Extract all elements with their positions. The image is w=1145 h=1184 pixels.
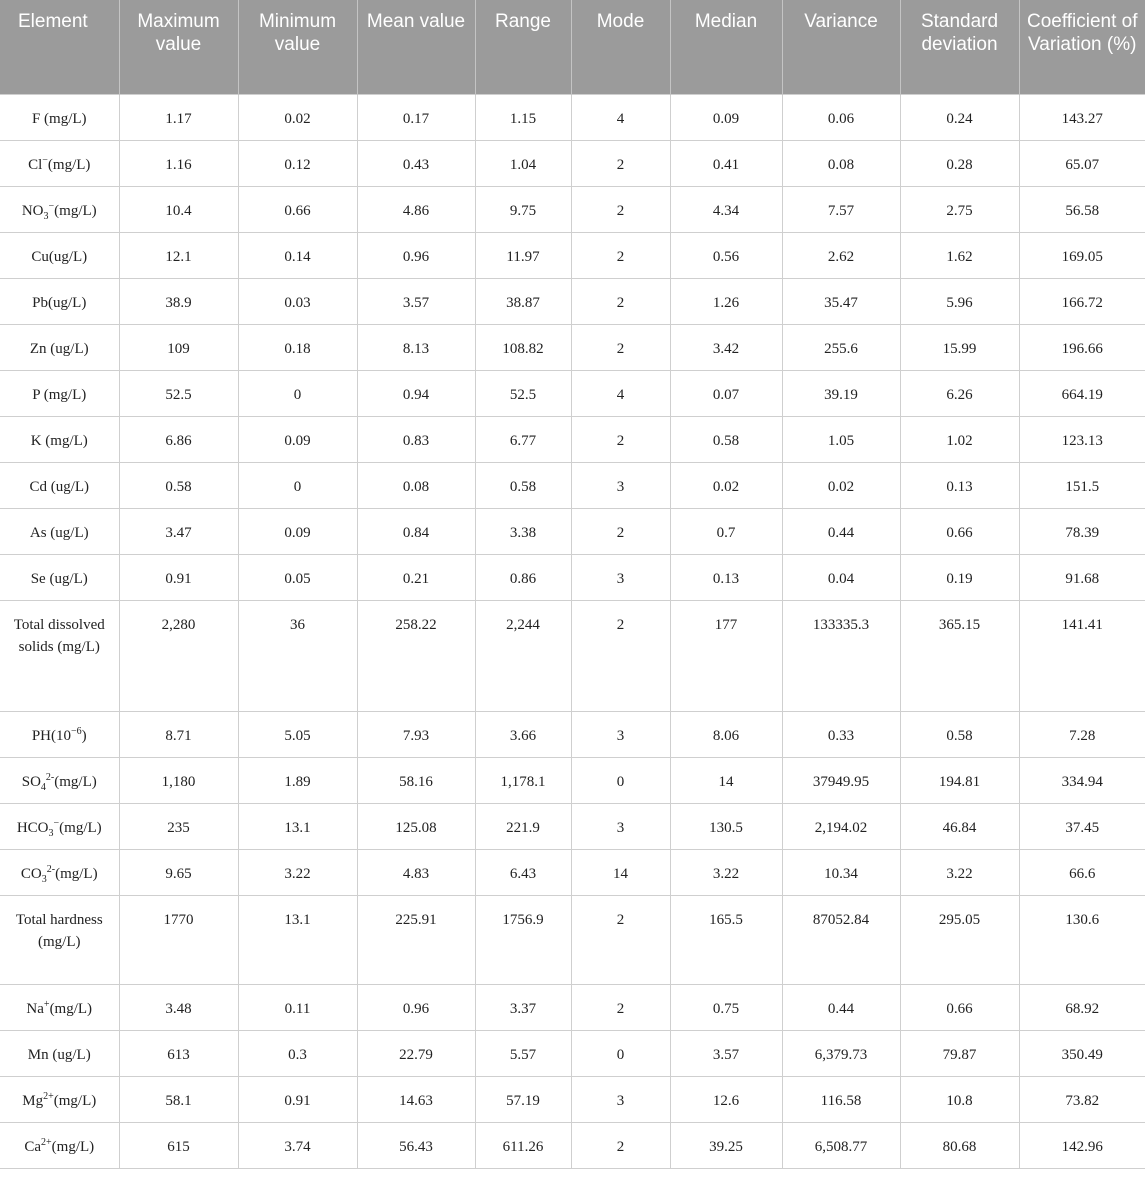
table-row [0, 186, 1145, 232]
median-cell: 130.5 [670, 803, 782, 849]
table-row [0, 1030, 1145, 1076]
mean-cell: 8.13 [357, 324, 475, 370]
median-cell: 3.57 [670, 1030, 782, 1076]
sd-cell: 0.66 [900, 508, 1019, 554]
mode-cell: 0 [571, 757, 670, 803]
min-cell: 0.03 [238, 278, 357, 324]
sd-cell: 80.68 [900, 1122, 1019, 1168]
range-cell: 57.19 [475, 1076, 571, 1122]
max-cell: 1770 [119, 895, 238, 984]
element-cell [0, 186, 119, 232]
range-cell: 1.04 [475, 140, 571, 186]
cv-cell: 91.68 [1019, 554, 1145, 600]
column-header-3: Mean value [357, 0, 475, 94]
min-cell: 5.05 [238, 711, 357, 757]
sd-cell: 46.84 [900, 803, 1019, 849]
range-cell: 1.15 [475, 94, 571, 140]
mode-cell: 2 [571, 232, 670, 278]
range-cell: 0.58 [475, 462, 571, 508]
cv-cell: 166.72 [1019, 278, 1145, 324]
table-row [0, 140, 1145, 186]
mean-cell: 4.83 [357, 849, 475, 895]
header-row [0, 0, 1145, 94]
table-row [0, 554, 1145, 600]
cv-cell: 123.13 [1019, 416, 1145, 462]
mode-cell: 14 [571, 849, 670, 895]
max-cell: 1,180 [119, 757, 238, 803]
sd-cell: 2.75 [900, 186, 1019, 232]
element-superscript: 2+ [43, 1090, 54, 1102]
range-cell: 6.43 [475, 849, 571, 895]
mode-cell: 3 [571, 803, 670, 849]
table-row [0, 711, 1145, 757]
min-cell: 0 [238, 462, 357, 508]
cv-cell: 334.94 [1019, 757, 1145, 803]
max-cell: 3.48 [119, 984, 238, 1030]
variance-cell: 6,379.73 [782, 1030, 900, 1076]
max-cell: 0.58 [119, 462, 238, 508]
mean-cell: 125.08 [357, 803, 475, 849]
max-cell: 235 [119, 803, 238, 849]
mean-cell: 0.96 [357, 984, 475, 1030]
cv-cell: 196.66 [1019, 324, 1145, 370]
median-cell: 0.09 [670, 94, 782, 140]
variance-cell: 7.57 [782, 186, 900, 232]
variance-cell: 87052.84 [782, 895, 900, 984]
median-cell: 39.25 [670, 1122, 782, 1168]
element-cell: K (mg/L) [0, 416, 119, 462]
column-header-0: Element [0, 0, 119, 94]
min-cell: 0.11 [238, 984, 357, 1030]
sd-cell: 0.13 [900, 462, 1019, 508]
range-cell: 5.57 [475, 1030, 571, 1076]
min-cell: 3.22 [238, 849, 357, 895]
element-unit: (mg/L) [54, 773, 97, 790]
element-superscript: − [42, 154, 48, 166]
range-cell: 1756.9 [475, 895, 571, 984]
variance-cell: 0.08 [782, 140, 900, 186]
median-cell: 0.7 [670, 508, 782, 554]
variance-cell: 255.6 [782, 324, 900, 370]
variance-cell: 6,508.77 [782, 1122, 900, 1168]
table-row [0, 462, 1145, 508]
mean-cell: 0.84 [357, 508, 475, 554]
element-superscript: 2- [46, 863, 56, 875]
mode-cell: 3 [571, 711, 670, 757]
range-cell: 11.97 [475, 232, 571, 278]
mean-cell: 0.94 [357, 370, 475, 416]
element-unit: (mg/L) [59, 819, 102, 836]
min-cell: 1.89 [238, 757, 357, 803]
max-cell: 6.86 [119, 416, 238, 462]
range-cell: 1,178.1 [475, 757, 571, 803]
sd-cell: 1.02 [900, 416, 1019, 462]
sd-cell: 0.28 [900, 140, 1019, 186]
variance-cell: 37949.95 [782, 757, 900, 803]
median-cell: 0.75 [670, 984, 782, 1030]
mode-cell: 2 [571, 1122, 670, 1168]
element-base: HCO [16, 819, 49, 836]
max-cell: 615 [119, 1122, 238, 1168]
mode-cell: 2 [571, 416, 670, 462]
max-cell: 3.47 [119, 508, 238, 554]
cv-cell: 151.5 [1019, 462, 1145, 508]
mean-cell: 0.83 [357, 416, 475, 462]
sd-cell: 5.96 [900, 278, 1019, 324]
element-cell [0, 849, 119, 895]
mean-cell: 0.08 [357, 462, 475, 508]
element-subscript: 3 [41, 873, 47, 885]
element-cell: Cu(ug/L) [0, 232, 119, 278]
element-unit: ) [81, 727, 87, 744]
table-row [0, 278, 1145, 324]
mode-cell: 4 [571, 94, 670, 140]
max-cell: 2,280 [119, 600, 238, 711]
cv-cell: 169.05 [1019, 232, 1145, 278]
element-unit: (mg/L) [54, 202, 97, 219]
min-cell: 0.66 [238, 186, 357, 232]
range-cell: 0.86 [475, 554, 571, 600]
cv-cell: 65.07 [1019, 140, 1145, 186]
column-header-9: Coefficient of Variation (%) [1019, 0, 1145, 94]
cv-cell: 141.41 [1019, 600, 1145, 711]
median-cell: 3.22 [670, 849, 782, 895]
min-cell: 0.3 [238, 1030, 357, 1076]
element-subscript: 3 [48, 827, 54, 839]
variance-cell: 0.44 [782, 508, 900, 554]
sd-cell: 15.99 [900, 324, 1019, 370]
min-cell: 0.14 [238, 232, 357, 278]
sd-cell: 10.8 [900, 1076, 1019, 1122]
min-cell: 0.02 [238, 94, 357, 140]
min-cell: 0.91 [238, 1076, 357, 1122]
median-cell: 4.34 [670, 186, 782, 232]
range-cell: 3.38 [475, 508, 571, 554]
max-cell: 10.4 [119, 186, 238, 232]
element-base: CO [20, 865, 42, 882]
table-row [0, 324, 1145, 370]
table-row [0, 757, 1145, 803]
table-row [0, 984, 1145, 1030]
mode-cell: 2 [571, 278, 670, 324]
element-base: Cl [28, 156, 43, 173]
range-cell: 9.75 [475, 186, 571, 232]
cv-cell: 143.27 [1019, 94, 1145, 140]
variance-cell: 0.04 [782, 554, 900, 600]
max-cell: 58.1 [119, 1076, 238, 1122]
cv-cell: 73.82 [1019, 1076, 1145, 1122]
mean-cell: 4.86 [357, 186, 475, 232]
element-subscript: 4 [40, 781, 46, 793]
mean-cell: 258.22 [357, 600, 475, 711]
min-cell: 0.09 [238, 508, 357, 554]
cv-cell: 68.92 [1019, 984, 1145, 1030]
median-cell: 0.07 [670, 370, 782, 416]
mean-cell: 0.96 [357, 232, 475, 278]
sd-cell: 0.19 [900, 554, 1019, 600]
cv-cell: 37.45 [1019, 803, 1145, 849]
median-cell: 0.56 [670, 232, 782, 278]
table-row [0, 1122, 1145, 1168]
table-row [0, 895, 1145, 984]
variance-cell: 0.06 [782, 94, 900, 140]
mode-cell: 2 [571, 508, 670, 554]
element-cell: Se (ug/L) [0, 554, 119, 600]
element-cell: Zn (ug/L) [0, 324, 119, 370]
min-cell: 36 [238, 600, 357, 711]
mode-cell: 0 [571, 1030, 670, 1076]
min-cell: 13.1 [238, 803, 357, 849]
max-cell: 12.1 [119, 232, 238, 278]
column-header-8: Standard deviation [900, 0, 1019, 94]
element-cell: Total hardness (mg/L) [0, 895, 119, 984]
max-cell: 0.91 [119, 554, 238, 600]
median-cell: 0.13 [670, 554, 782, 600]
element-unit: (mg/L) [55, 865, 98, 882]
element-cell [0, 1076, 119, 1122]
median-cell: 8.06 [670, 711, 782, 757]
element-cell [0, 803, 119, 849]
element-unit: (mg/L) [47, 156, 91, 173]
column-header-4: Range [475, 0, 571, 94]
mean-cell: 0.43 [357, 140, 475, 186]
variance-cell: 1.05 [782, 416, 900, 462]
element-cell: Total dissolved solids (mg/L) [0, 600, 119, 711]
max-cell: 38.9 [119, 278, 238, 324]
max-cell: 109 [119, 324, 238, 370]
column-header-1: Maximum value [119, 0, 238, 94]
mean-cell: 56.43 [357, 1122, 475, 1168]
mean-cell: 3.57 [357, 278, 475, 324]
median-cell: 0.02 [670, 462, 782, 508]
element-unit: (mg/L) [53, 1092, 97, 1109]
max-cell: 1.17 [119, 94, 238, 140]
variance-cell: 2.62 [782, 232, 900, 278]
max-cell: 613 [119, 1030, 238, 1076]
max-cell: 1.16 [119, 140, 238, 186]
median-cell: 165.5 [670, 895, 782, 984]
min-cell: 0.12 [238, 140, 357, 186]
element-cell: P (mg/L) [0, 370, 119, 416]
mode-cell: 2 [571, 324, 670, 370]
table-row [0, 849, 1145, 895]
range-cell: 3.66 [475, 711, 571, 757]
mode-cell: 2 [571, 895, 670, 984]
column-header-7: Variance [782, 0, 900, 94]
variance-cell: 0.02 [782, 462, 900, 508]
mode-cell: 3 [571, 462, 670, 508]
mean-cell: 0.21 [357, 554, 475, 600]
table-row [0, 416, 1145, 462]
cv-cell: 7.28 [1019, 711, 1145, 757]
mode-cell: 3 [571, 554, 670, 600]
element-base: SO [21, 773, 41, 790]
range-cell: 3.37 [475, 984, 571, 1030]
mode-cell: 4 [571, 370, 670, 416]
range-cell: 108.82 [475, 324, 571, 370]
element-cell [0, 984, 119, 1030]
element-superscript: + [43, 998, 50, 1010]
mean-cell: 0.17 [357, 94, 475, 140]
median-cell: 3.42 [670, 324, 782, 370]
table-row [0, 232, 1145, 278]
table-row [0, 1076, 1145, 1122]
element-cell [0, 1122, 119, 1168]
median-cell: 12.6 [670, 1076, 782, 1122]
element-superscript: −6 [71, 725, 82, 737]
median-cell: 1.26 [670, 278, 782, 324]
sd-cell: 0.24 [900, 94, 1019, 140]
mean-cell: 7.93 [357, 711, 475, 757]
sd-cell: 79.87 [900, 1030, 1019, 1076]
sd-cell: 6.26 [900, 370, 1019, 416]
element-cell: F (mg/L) [0, 94, 119, 140]
mode-cell: 2 [571, 600, 670, 711]
element-superscript: − [53, 817, 60, 829]
sd-cell: 3.22 [900, 849, 1019, 895]
element-superscript: 2- [45, 771, 55, 783]
table-row [0, 94, 1145, 140]
mode-cell: 3 [571, 1076, 670, 1122]
mode-cell: 2 [571, 186, 670, 232]
cv-cell: 130.6 [1019, 895, 1145, 984]
median-cell: 0.58 [670, 416, 782, 462]
min-cell: 0.05 [238, 554, 357, 600]
variance-cell: 0.33 [782, 711, 900, 757]
element-cell: As (ug/L) [0, 508, 119, 554]
table-row [0, 508, 1145, 554]
min-cell: 3.74 [238, 1122, 357, 1168]
variance-cell: 10.34 [782, 849, 900, 895]
min-cell: 0 [238, 370, 357, 416]
sd-cell: 194.81 [900, 757, 1019, 803]
max-cell: 8.71 [119, 711, 238, 757]
element-base: Na [26, 1000, 44, 1017]
table-row [0, 600, 1145, 711]
cv-cell: 142.96 [1019, 1122, 1145, 1168]
element-base: Mg [22, 1092, 44, 1109]
range-cell: 221.9 [475, 803, 571, 849]
median-cell: 14 [670, 757, 782, 803]
range-cell: 38.87 [475, 278, 571, 324]
element-base: Ca [24, 1138, 42, 1155]
element-cell: Mn (ug/L) [0, 1030, 119, 1076]
cv-cell: 664.19 [1019, 370, 1145, 416]
mean-cell: 22.79 [357, 1030, 475, 1076]
variance-cell: 0.44 [782, 984, 900, 1030]
min-cell: 0.18 [238, 324, 357, 370]
sd-cell: 1.62 [900, 232, 1019, 278]
variance-cell: 116.58 [782, 1076, 900, 1122]
mean-cell: 225.91 [357, 895, 475, 984]
column-header-5: Mode [571, 0, 670, 94]
element-superscript: − [48, 200, 55, 212]
variance-cell: 35.47 [782, 278, 900, 324]
element-unit: (mg/L) [51, 1138, 95, 1155]
max-cell: 9.65 [119, 849, 238, 895]
element-cell [0, 711, 119, 757]
element-base: NO [21, 202, 44, 219]
range-cell: 52.5 [475, 370, 571, 416]
mode-cell: 2 [571, 984, 670, 1030]
element-superscript: 2+ [41, 1136, 52, 1148]
table-body [0, 94, 1145, 1168]
table-row [0, 370, 1145, 416]
cv-cell: 66.6 [1019, 849, 1145, 895]
element-cell: Pb(ug/L) [0, 278, 119, 324]
sd-cell: 0.58 [900, 711, 1019, 757]
element-subscript: 3 [43, 210, 49, 222]
element-cell [0, 140, 119, 186]
variance-cell: 2,194.02 [782, 803, 900, 849]
table-header [0, 0, 1145, 94]
range-cell: 2,244 [475, 600, 571, 711]
column-header-6: Median [670, 0, 782, 94]
max-cell: 52.5 [119, 370, 238, 416]
median-cell: 0.41 [670, 140, 782, 186]
cv-cell: 56.58 [1019, 186, 1145, 232]
range-cell: 6.77 [475, 416, 571, 462]
cv-cell: 78.39 [1019, 508, 1145, 554]
sd-cell: 295.05 [900, 895, 1019, 984]
variance-cell: 133335.3 [782, 600, 900, 711]
element-cell: Cd (ug/L) [0, 462, 119, 508]
element-base: PH(10 [31, 727, 72, 744]
element-unit: (mg/L) [49, 1000, 93, 1017]
min-cell: 0.09 [238, 416, 357, 462]
mean-cell: 14.63 [357, 1076, 475, 1122]
min-cell: 13.1 [238, 895, 357, 984]
range-cell: 611.26 [475, 1122, 571, 1168]
column-header-2: Minimum value [238, 0, 357, 94]
sd-cell: 0.66 [900, 984, 1019, 1030]
sd-cell: 365.15 [900, 600, 1019, 711]
cv-cell: 350.49 [1019, 1030, 1145, 1076]
variance-cell: 39.19 [782, 370, 900, 416]
element-cell [0, 757, 119, 803]
mode-cell: 2 [571, 140, 670, 186]
median-cell: 177 [670, 600, 782, 711]
mean-cell: 58.16 [357, 757, 475, 803]
table-row [0, 803, 1145, 849]
